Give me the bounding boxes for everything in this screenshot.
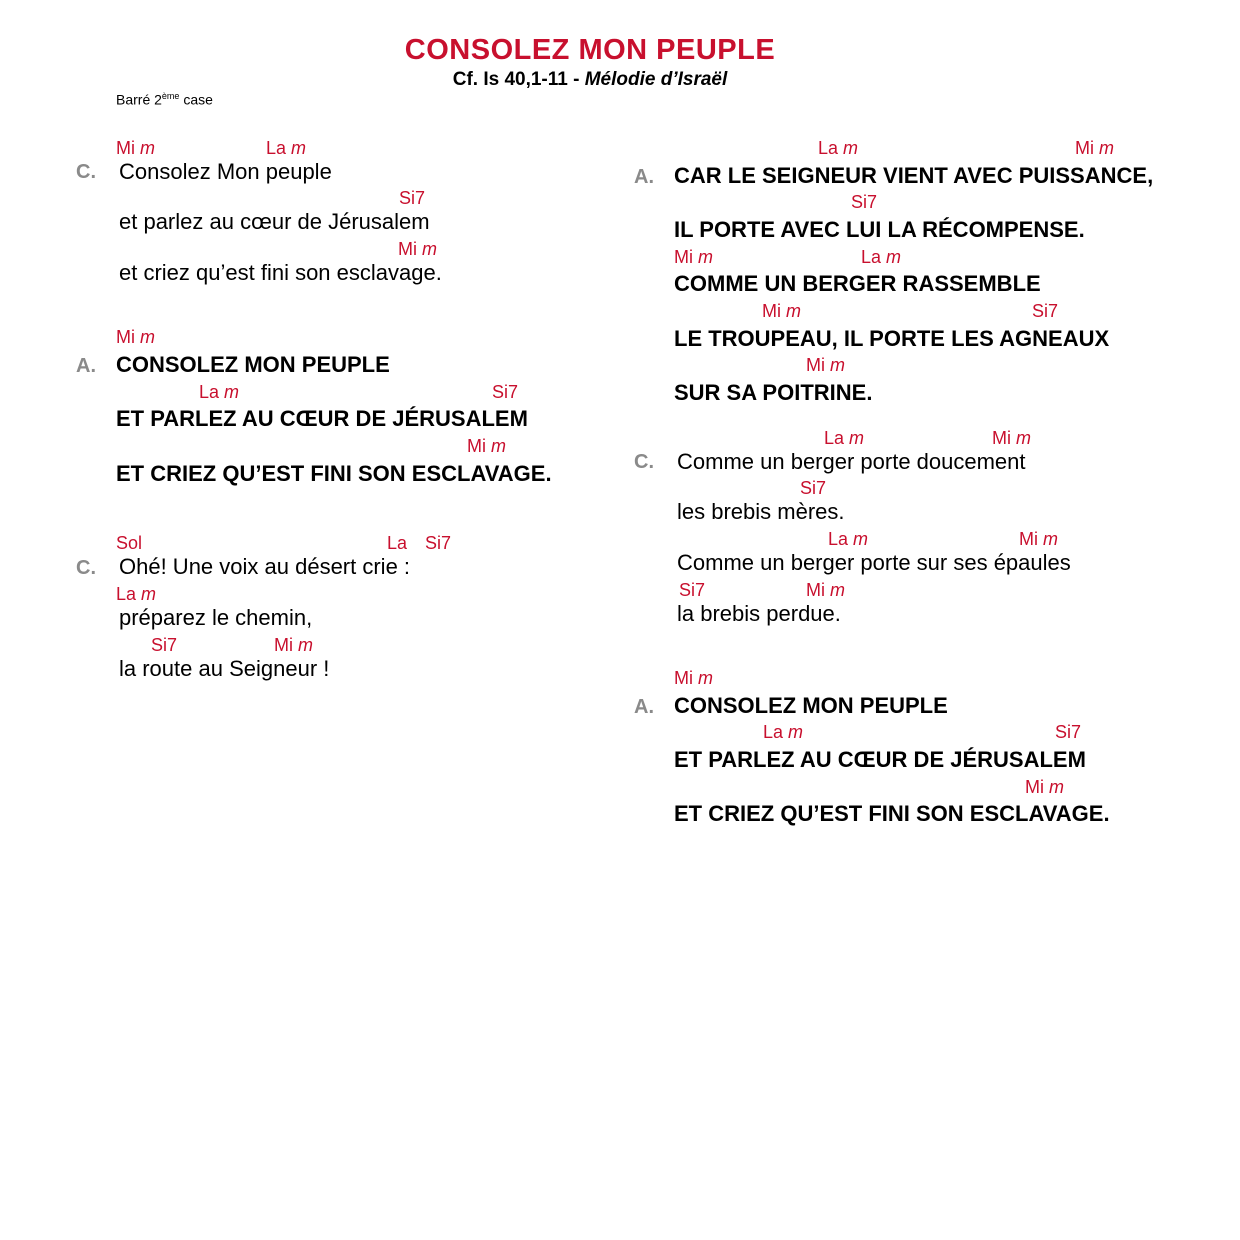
refrain-line: ET CRIEZ QU’EST FINI SON ESCLAVAGE. [116,461,552,486]
chord-la-m: La m [763,722,804,742]
chord-mi-m: Mi m [1019,529,1058,549]
chord-la-m: La m [818,138,859,158]
lyric-line: Ohé! Une voix au désert crie : [119,554,411,579]
scripture-reference: Cf. Is 40,1-11 - [452,69,585,90]
melody-credit: Mélodie d’Israël [584,69,728,90]
chord-si7: Si7 [151,635,178,655]
chord-si7: Si7 [800,478,827,498]
chord-si7: Si7 [1055,722,1082,742]
chord-mi-m: Mi m [1075,138,1114,158]
chord-la-m: La m [116,584,157,604]
lyric-line: et criez qu’est fini son esclavage. [119,260,442,285]
refrain-line: CAR LE SEIGNEUR VIENT AVEC PUISSANCE, [674,163,1154,188]
label-refrain: A. [634,166,654,188]
refrain-line: COMME UN BERGER RASSEMBLE [674,271,1041,296]
chord-si7: Si7 [492,382,519,402]
chord-mi-m: Mi m [1025,777,1064,797]
refrain-line: ET CRIEZ QU’EST FINI SON ESCLAVAGE. [674,801,1110,826]
lyric-line: préparez le chemin, [119,605,313,630]
chord-mi-m: Mi m [274,635,313,655]
chord-mi-m: Mi m [674,247,713,267]
capo-note: Barré 2ème case [116,91,213,108]
chord-mi-m: Mi m [806,355,845,375]
refrain-line: CONSOLEZ MON PEUPLE [116,352,390,377]
lyric-line: la route au Seigneur ! [119,656,330,681]
chord-mi-m: Mi m [806,580,845,600]
refrain-line: LE TROUPEAU, IL PORTE LES AGNEAUX [674,326,1110,351]
chord-mi-m: Mi m [116,327,155,347]
lyric-line: Consolez Mon peuple [119,159,332,184]
song-title: CONSOLEZ MON PEUPLE [404,34,776,66]
refrain-line: CONSOLEZ MON PEUPLE [674,693,948,718]
label-refrain: A. [76,355,96,377]
chord-mi-m: Mi m [674,668,713,688]
refrain-line: ET PARLEZ AU CŒUR DE JÉRUSALEM [116,406,528,431]
lyric-line: et parlez au cœur de Jérusalem [119,209,430,234]
label-couplet: C. [76,161,96,183]
refrain-line: SUR SA POITRINE. [674,380,873,405]
refrain-line: ET PARLEZ AU CŒUR DE JÉRUSALEM [674,747,1086,772]
label-refrain: A. [634,696,654,718]
chord-sol: Sol [116,533,143,553]
lyric-line: Comme un berger porte sur ses épaules [677,550,1071,575]
lyric-line: les brebis mères. [677,499,845,524]
chord-si7: Si7 [1032,301,1059,321]
lyric-line: la brebis perdue. [677,601,841,626]
label-couplet: C. [634,451,654,473]
chord-la-m: La m [861,247,902,267]
chord-la-m: La m [828,529,869,549]
chord-mi-m: Mi m [116,138,155,158]
label-couplet: C. [76,557,96,579]
refrain-line: IL PORTE AVEC LUI LA RÉCOMPENSE. [674,217,1085,242]
song-subtitle [0,69,1180,91]
chord-la-m: La m [824,428,865,448]
chord-si7: Si7 [851,192,878,212]
chord-mi-m: Mi m [467,436,506,456]
chord-la-m: La m [266,138,307,158]
chord-mi-m: Mi m [762,301,801,321]
chord-la-m: La m [199,382,240,402]
chord-si7: Si7 [399,188,426,208]
chord-la: La [387,533,408,553]
chord-si7: Si7 [679,580,706,600]
chord-mi-m: Mi m [398,239,437,259]
lyric-line: Comme un berger porte doucement [677,449,1026,474]
chord-si7: Si7 [425,533,452,553]
chord-mi-m: Mi m [992,428,1031,448]
